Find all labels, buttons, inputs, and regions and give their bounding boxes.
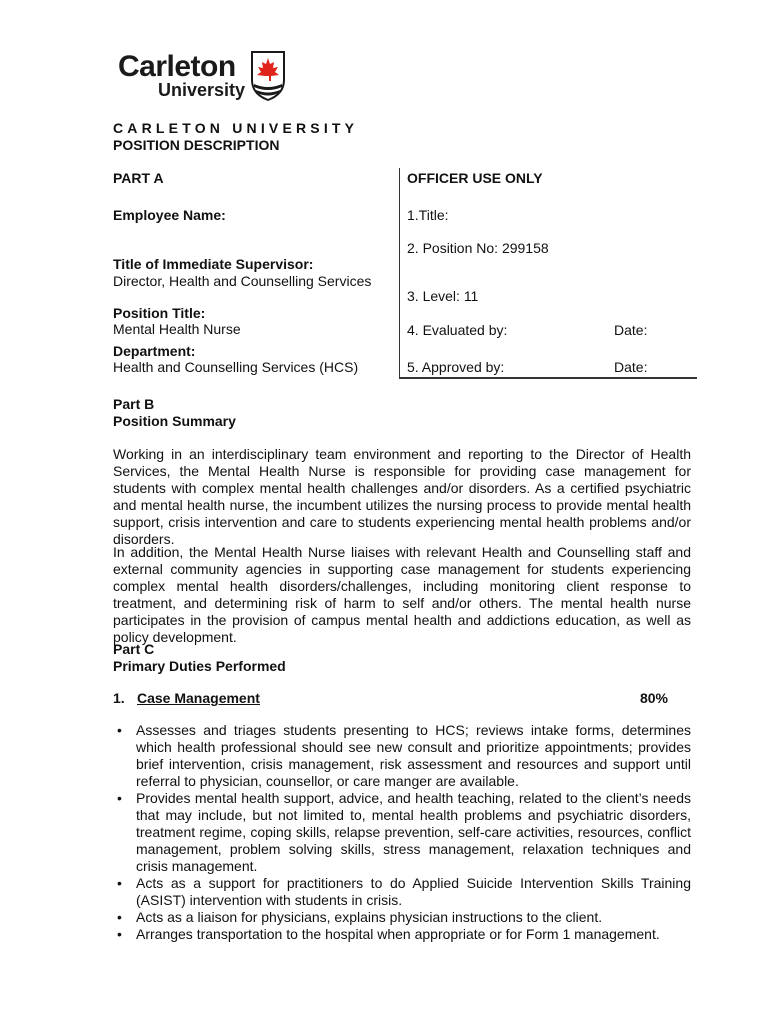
duty-bullet-list bbox=[113, 722, 691, 943]
officer-approved-date: Date: bbox=[614, 359, 648, 375]
list-item bbox=[113, 875, 691, 909]
officer-approved-by: 5. Approved by: bbox=[407, 359, 505, 375]
bullet-icon: • bbox=[117, 875, 122, 891]
department-label: Department: bbox=[113, 343, 196, 359]
officer-title: 1.Title: bbox=[407, 207, 449, 223]
part-b-heading: Part B bbox=[113, 396, 155, 412]
department-value: Health and Counselling Services (HCS) bbox=[113, 359, 359, 375]
document-title: POSITION DESCRIPTION bbox=[113, 137, 280, 153]
bullet-text: Acts as a liaison for physicians, explains physician instructions to the client. bbox=[136, 909, 603, 925]
primary-duties-heading: Primary Duties Performed bbox=[113, 658, 286, 674]
summary-paragraph-1: Working in an interdisciplinary team environment and reporting to the Director of Health Services, the Mental Health Nurse is responsible for providing case management for students with complex mental health challenges and/or disorders. As a certified psychiatric and mental health nurse, the incumbent utilizes the nursing process to provide mental health support, crisis intervention and care to students experiencing mental health problems and/or disorders. bbox=[113, 446, 691, 547]
officer-evaluated-date: Date: bbox=[614, 322, 648, 338]
bullet-text: Provides mental health support, advice, and health teaching, related to the client’s needs that may include, but not limited to, mental health problems and psychiatric disorders, treatment regime, coping skills, relapse prevention, self-care activities, resources, conflict management, problem solving skills, stress management, relaxation techniques and crisis management. bbox=[136, 790, 691, 874]
officer-evaluated-by: 4. Evaluated by: bbox=[407, 322, 508, 338]
logo-wordmark: Carleton bbox=[118, 50, 236, 83]
supervisor-value: Director, Health and Counselling Services bbox=[113, 273, 372, 289]
part-c-heading: Part C bbox=[113, 641, 155, 657]
carleton-logo bbox=[118, 50, 288, 102]
list-item bbox=[113, 790, 691, 875]
bullet-text: Assesses and triages students presenting to HCS; reviews intake forms, determines which health professional should see new consult and prioritize appointments; provides brief intervention, crisis management, risk assessment and resources and support until referral to physician, counsellor, or care manger are available. bbox=[136, 722, 691, 789]
officer-use-heading: OFFICER USE ONLY bbox=[407, 170, 543, 186]
column-divider bbox=[399, 168, 400, 378]
officer-position-no: 2. Position No: 299158 bbox=[407, 240, 549, 256]
duty-title: Case Management bbox=[137, 690, 260, 706]
part-a-heading: PART A bbox=[113, 170, 164, 186]
list-item bbox=[113, 722, 691, 790]
employee-name-label: Employee Name: bbox=[113, 207, 226, 223]
bullet-icon: • bbox=[117, 926, 122, 942]
logo-subword: University bbox=[158, 80, 246, 100]
maple-leaf-shield-icon bbox=[250, 50, 286, 102]
supervisor-label: Title of Immediate Supervisor: bbox=[113, 256, 314, 272]
bullet-text: Acts as a support for practitioners to do Applied Suicide Intervention Skills Training (ASIST) intervention with students in crisis. bbox=[136, 875, 691, 908]
bullet-icon: • bbox=[117, 909, 122, 925]
list-item bbox=[113, 909, 691, 926]
position-title-value: Mental Health Nurse bbox=[113, 321, 241, 337]
officer-level: 3. Level: 11 bbox=[407, 288, 479, 304]
bullet-text: Arranges transportation to the hospital when appropriate or for Form 1 management. bbox=[136, 926, 660, 942]
duty-number: 1. bbox=[113, 690, 125, 706]
officer-bottom-rule bbox=[399, 377, 697, 379]
duty-heading bbox=[113, 690, 668, 707]
bullet-icon: • bbox=[117, 722, 122, 738]
university-heading: CARLETON UNIVERSITY bbox=[113, 120, 359, 136]
duty-percent: 80% bbox=[639, 690, 668, 706]
bullet-icon: • bbox=[117, 790, 122, 806]
position-summary-heading: Position Summary bbox=[113, 413, 236, 429]
list-item bbox=[113, 926, 691, 943]
position-title-label: Position Title: bbox=[113, 305, 206, 321]
summary-paragraph-2: In addition, the Mental Health Nurse liaises with relevant Health and Counselling staff and external community agencies in supporting case management for students experiencing complex mental health disorders/challenges, including monitoring client response to treatment, and determining risk of harm to self and/or others. The mental health nurse participates in the provision of campus mental health and addictions education, as well as policy development. bbox=[113, 544, 691, 645]
